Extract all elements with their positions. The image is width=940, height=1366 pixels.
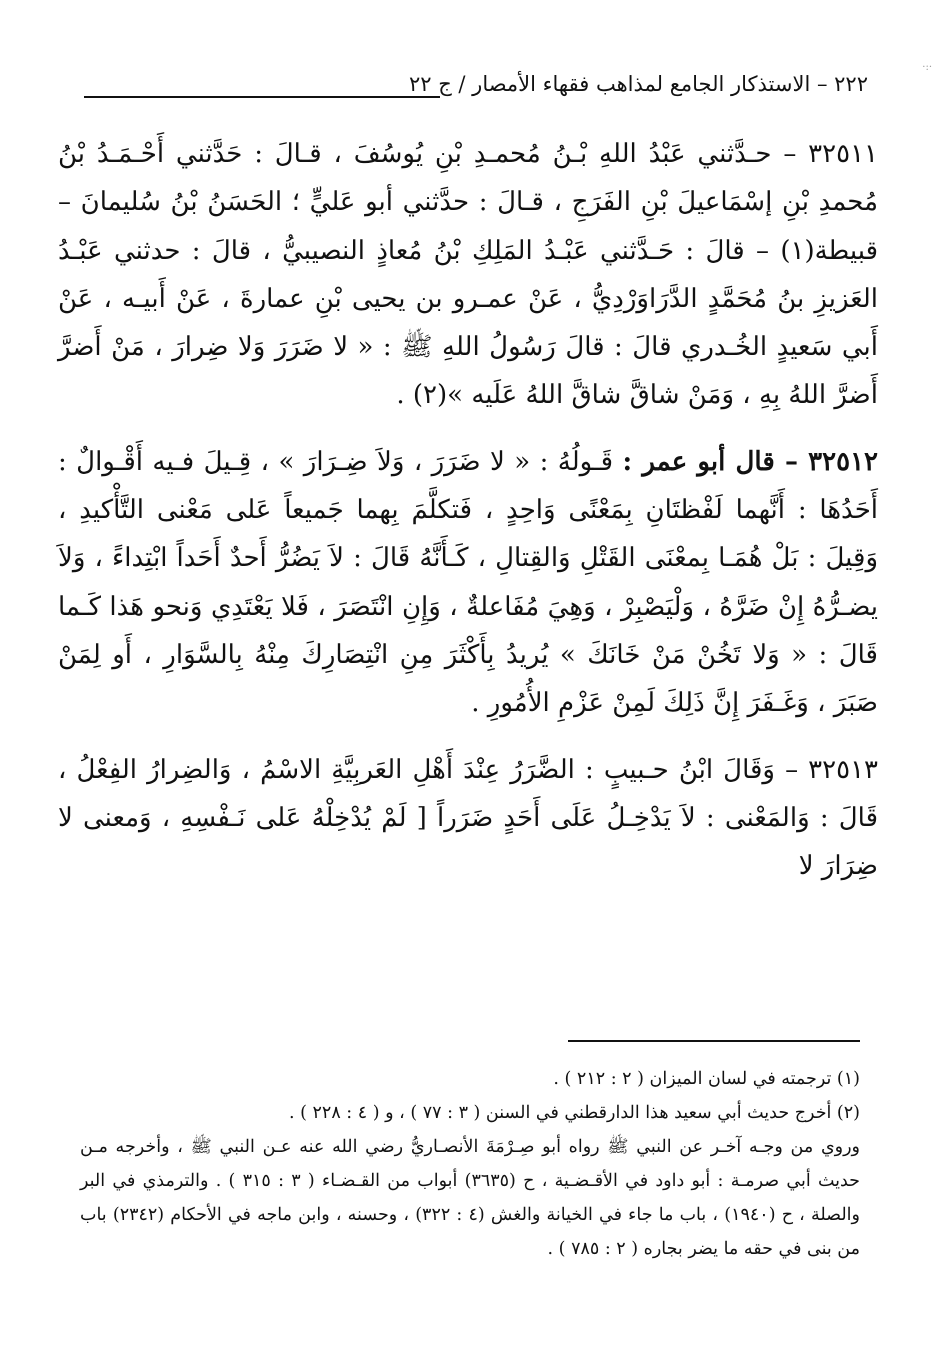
header-rule (84, 96, 440, 98)
paragraph-text: قَـولُهُ : « لا ضَرَرَ ، وَلاَ ضِـرَارَ » ، قِـيلَ فـيه أَقْـوالٌ : أَحَدُهَا : أَنَّهما لَفْظتَانِ بِمَعْنًى وَاحِدٍ ، فَتكلَّمَ بِهما جَميعاً عَلى مَعْنى التَّأْكيدِ ، وَقِيلَ : بَلْ هُمَـا بِمعْنَى القَتْلِ وَالقِتالِ ، كَـأَنَّهُ قَالَ : لاَ يَضُرُّ أَحدٌ أَحَداً ابْتِداءً ، وَلاَ يضـرُّهُ إِنْ ضَرَّهُ ، وَلْيَصْبِرْ ، وَهِيَ مُفَاعلةٌ ، وَإِنِ انْتَصَرَ ، فَلا يَعْتَدِي وَنحو هَذا كَـما قَالَ : « وَلا تَخُنْ مَنْ خَانَكَ » يُريدُ بِأَكْثَرَ مِنِ انْتِصَارِكَ مِنْهُ بِالسَّوَارِ ، أَو لِمَنْ صَبَرَ ، وَغَـفَرَ إِنَّ ذَلِكَ لَمِنْ عَزْمِ الأُمُورِ . (58, 446, 878, 719)
paragraph-32512 (58, 438, 878, 728)
footnote-1: (١) ترجمته في لسان الميزان ( ٢ : ٢١٢ ) . (553, 1069, 860, 1089)
main-text (58, 130, 878, 908)
paragraph-32511 (58, 130, 878, 420)
paragraph-lead: ٣٢٥١٢ – قال أبو عمر : (622, 446, 878, 477)
paragraph-text: ٣٢٥١٣ – وَقَالَ ابْنُ حـبيبٍ : الضَّرَرُ عِنْدَ أَهْلِ العَربِيَّةِ الاسْمُ ، وَالضِرارُ الفِعْلُ ، قَالَ : وَالمَعْنى : لاَ يَدْخِـلُ عَلَى أَحَدٍ ضَرَراً [ لَمْ يُدْخِلْهُ عَلى نَـفْسِهِ ، وَمعنى لا ضِرَارَ لا (58, 754, 878, 882)
footnote-2-continuation: وروي من وجـه آخـر عن النبي ﷺ رواه أبو صِـرْمَةَ الأنصـاريُّ رضي الله عنه عـن النبي ﷺ ، وأخرجه مـن حديث أبي صرمـة : أبو داود في الأقـضـية ، ح (٣٦٣٥) أبواب من القـضـاء ( ٣ : ٣١٥ ) . والترمذي في البر والصلة ، ح (١٩٤٠) ، باب ما جاء في الخيانة والغش (٤ : ٣٢٢) ، وحسنه ، وابن ماجه في الأحكام (٢٣٤٢) باب من بنى في حقه ما يضر بجاره ( ٢ : ٧٨٥ ) . (80, 1137, 861, 1259)
footnote-2: (٢) أخرج حديث أبي سعيد هذا الدارقطني في السنن ( ٣ : ٧٧ ) ، و ( ٤ : ٢٢٨ ) . (289, 1103, 860, 1123)
footnotes (80, 1062, 860, 1266)
running-header: ٢٢٢ – الاستذكار الجامع لمذاهب فقهاء الأمصار / ج ٢٢ (408, 72, 868, 96)
footnote-rule (568, 1040, 860, 1042)
paragraph-text: ٣٢٥١١ – حـدَّثني عَبْدُ اللهِ بْـنُ مُحمـدِ بْنِ يُوسُفَ ، قـالَ : حَدَّثني أَحْـمَـدُ بْنُ مُحمدِ بْنِ إسْمَاعيلَ بْنِ الفَرَجِ ، قـالَ : حدَّثني أبو عَليٍّ ؛ الحَسَنُ بْنُ سُليمانَ – قبيطة(١) – قالَ : حَـدَّثني عَبْـدُ المَلِكِ بْنُ مُعاذٍ النصيبيُّ ، قالَ : حدثني عَبْـدُ العَزيزِ بنُ مُحَمَّدٍ الدَّرَاوَرْدِيُّ ، عَنْ عمـرو بن يحيى بْنِ عمارةَ ، عَنْ أَبيـه ، عَنْ أَبي سَعيدٍ الخُـدري قالَ : قالَ رَسُولُ اللهِ ﷺ : « لا ضَرَرَ وَلا ضِرارَ ، مَنْ أَضرَّ أَضرَّ اللهُ بِهِ ، وَمَنْ شاقَّ شاقَّ اللهُ عَلَيه »(٢) . (58, 139, 878, 411)
paragraph-32513 (58, 746, 878, 891)
scan-speck-mark: ·:· (922, 62, 932, 73)
